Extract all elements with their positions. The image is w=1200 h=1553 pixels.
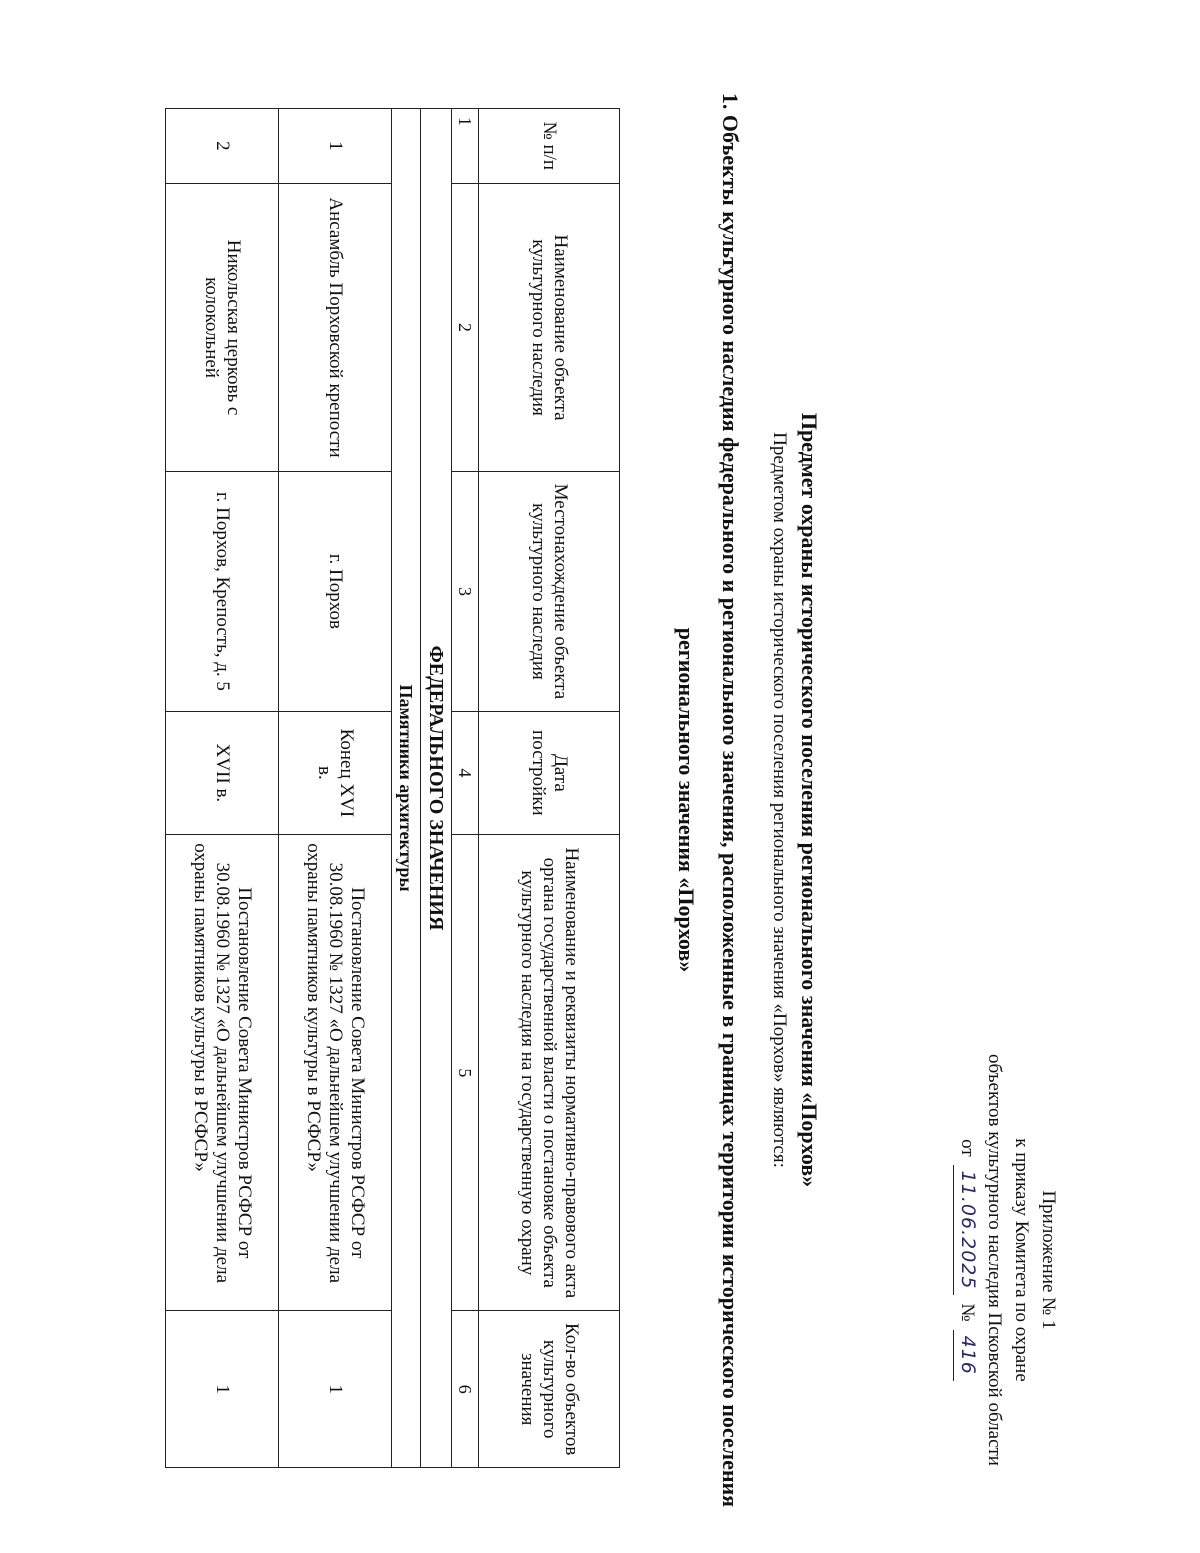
column-number-row [452, 109, 479, 1468]
row-act: Постановление Совета Министров РСФСР от 30.08.1960 № 1327 «О дальнейшем улучшении дела охраны памятников культуры в РСФСР» [279, 835, 392, 1311]
row-number: 1 [279, 109, 392, 184]
row-location: г. Порхов, Крепость, д. 5 [166, 472, 279, 711]
number-prefix: № [957, 1303, 978, 1322]
column-number: 3 [452, 472, 479, 711]
header-number: № п/п [479, 109, 620, 184]
order-number: 416 [953, 1330, 981, 1381]
section-heading: 1. Объекты культурного наследия федерального и регионального значения, расположенные в границах территории исторического поселения регионального значения «Порхов» [674, 92, 743, 1508]
group-label: ФЕДЕРАЛЬНОГО ЗНАЧЕНИЯ [421, 109, 452, 1468]
document-subtitle: Предметом охраны исторического поселения регионального значения «Порхов» являются: [769, 432, 790, 1168]
header-count: Кол-во объектов культурного значения [479, 1311, 620, 1468]
row-count: 1 [279, 1311, 392, 1468]
order-date: 11.06.2025 [953, 1165, 981, 1296]
row-location: г. Порхов [279, 472, 392, 711]
column-number: 2 [452, 183, 479, 472]
appendix-title: Приложение № 1 [1038, 1190, 1059, 1330]
row-count: 1 [166, 1311, 279, 1468]
row-name: Никольская церковь с колокольней [166, 183, 279, 472]
header-location: Местонахождение объекта культурного наследия [479, 472, 620, 711]
subgroup-label: Памятники архитектуры [392, 109, 421, 1468]
row-name: Ансамбль Порховской крепости [279, 183, 392, 472]
date-prefix: от [957, 1139, 978, 1157]
row-date: XVII в. [166, 711, 279, 835]
heritage-table [165, 108, 620, 1468]
appendix-block [953, 1040, 1062, 1480]
header-name: Наименование объекта культурного наследия [479, 183, 620, 472]
appendix-order-line: к приказу Комитета по охране [1011, 1138, 1032, 1382]
row-act: Постановление Совета Министров РСФСР от 30.08.1960 № 1327 «О дальнейшем улучшении дела охраны памятников культуры в РСФСР» [166, 835, 279, 1311]
header-date: Дата постройки [479, 711, 620, 835]
table-row [279, 109, 392, 1468]
table-row [166, 109, 279, 1468]
row-number: 2 [166, 109, 279, 184]
header-act: Наименование и реквизиты нормативно-правового акта органа государственной власти о постановке объекта культурного наследия на государственную охрану [479, 835, 620, 1311]
group-row [421, 109, 452, 1468]
document-title: Предмет охраны исторического поселения регионального значения «Порхов» [797, 412, 822, 1188]
row-date: Конец XVI в. [279, 711, 392, 835]
appendix-date-line [953, 1139, 981, 1381]
column-number: 4 [452, 711, 479, 835]
column-number: 6 [452, 1311, 479, 1468]
table-header-row [479, 109, 620, 1468]
subgroup-row [392, 109, 421, 1468]
appendix-committee-line: объектов культурного наследия Псковской области [984, 1054, 1005, 1466]
column-number: 5 [452, 835, 479, 1311]
column-number: 1 [452, 109, 479, 184]
